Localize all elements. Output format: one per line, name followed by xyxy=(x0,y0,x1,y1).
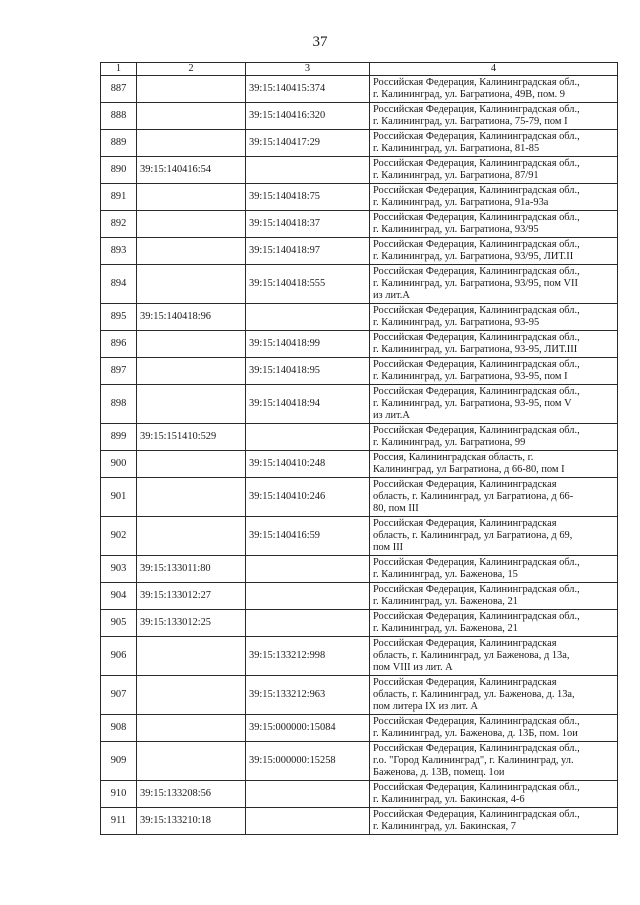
header-col-4: 4 xyxy=(370,63,618,76)
address-line: Российская Федерация, Калининградская обл., xyxy=(373,305,580,316)
table-row xyxy=(101,637,618,676)
row-number: 889 xyxy=(101,130,137,157)
row-number: 908 xyxy=(101,715,137,742)
building-cadastral-number: 39:15:140416:59 xyxy=(246,517,370,556)
table-row xyxy=(101,385,618,424)
address-line: Баженова, д. 13В, помещ. 1ои xyxy=(373,767,505,778)
row-number: 896 xyxy=(101,331,137,358)
address-line: 80, пом III xyxy=(373,503,419,514)
address-cell xyxy=(370,676,618,715)
building-cadastral-number xyxy=(246,808,370,835)
land-cadastral-number: 39:15:133012:25 xyxy=(137,610,246,637)
land-cadastral-number: 39:15:140418:96 xyxy=(137,304,246,331)
address-line: г. Калининград, ул. Багратиона, 87/91 xyxy=(373,170,539,181)
address-cell xyxy=(370,424,618,451)
table-header-row xyxy=(101,63,618,76)
address-line: Российская Федерация, Калининградская xyxy=(373,518,557,529)
row-number: 910 xyxy=(101,781,137,808)
building-cadastral-number: 39:15:140418:97 xyxy=(246,238,370,265)
address-line: из лит.А xyxy=(373,290,410,301)
address-cell xyxy=(370,331,618,358)
land-cadastral-number: 39:15:140416:54 xyxy=(137,157,246,184)
address-line: г. Калининград, ул. Баженова, д. 13Б, пом. 1ои xyxy=(373,728,578,739)
address-cell xyxy=(370,184,618,211)
address-line: г. Калининград, ул. Бакинская, 7 xyxy=(373,821,516,832)
table-row xyxy=(101,451,618,478)
table-row xyxy=(101,781,618,808)
row-number: 901 xyxy=(101,478,137,517)
address-line: г. Калининград, ул. Багратиона, 93-95, пом V xyxy=(373,398,572,409)
row-number: 891 xyxy=(101,184,137,211)
address-cell xyxy=(370,637,618,676)
address-line: Калининград, ул Багратиона, д 66-80, пом I xyxy=(373,464,565,475)
address-line: Российская Федерация, Калининградская обл., xyxy=(373,158,580,169)
row-number: 900 xyxy=(101,451,137,478)
address-line: Российская Федерация, Калининградская xyxy=(373,638,557,649)
land-cadastral-number xyxy=(137,184,246,211)
address-line: г. Калининград, ул. Багратиона, 93-95, ЛИТ.III xyxy=(373,344,578,355)
address-line: г. Калининград, ул. Бакинская, 4-6 xyxy=(373,794,525,805)
building-cadastral-number: 39:15:140410:248 xyxy=(246,451,370,478)
address-cell xyxy=(370,808,618,835)
table-row xyxy=(101,610,618,637)
land-cadastral-number xyxy=(137,742,246,781)
land-cadastral-number: 39:15:133208:56 xyxy=(137,781,246,808)
land-cadastral-number: 39:15:151410:529 xyxy=(137,424,246,451)
table-row xyxy=(101,556,618,583)
address-line: г. Калининград, ул. Багратиона, 93-95, пом I xyxy=(373,371,568,382)
address-line: Российская Федерация, Калининградская обл., xyxy=(373,782,580,793)
register-table xyxy=(100,62,618,835)
row-number: 907 xyxy=(101,676,137,715)
address-cell xyxy=(370,715,618,742)
land-cadastral-number xyxy=(137,331,246,358)
building-cadastral-number: 39:15:133212:963 xyxy=(246,676,370,715)
building-cadastral-number: 39:15:140415:374 xyxy=(246,76,370,103)
row-number: 903 xyxy=(101,556,137,583)
address-line: Российская Федерация, Калининградская обл., xyxy=(373,809,580,820)
address-line: Российская Федерация, Калининградская обл., xyxy=(373,332,580,343)
land-cadastral-number xyxy=(137,478,246,517)
table-row xyxy=(101,265,618,304)
address-line: область, г. Калининград, ул Багратиона, д 66- xyxy=(373,491,574,502)
address-cell xyxy=(370,211,618,238)
address-cell xyxy=(370,76,618,103)
address-cell xyxy=(370,610,618,637)
address-line: г. Калининград, ул. Багратиона, 93/95, ЛИТ.II xyxy=(373,251,574,262)
table-row xyxy=(101,478,618,517)
address-line: Российская Федерация, Калининградская обл., xyxy=(373,716,580,727)
land-cadastral-number xyxy=(137,76,246,103)
address-line: Российская Федерация, Калининградская обл., xyxy=(373,239,580,250)
land-cadastral-number: 39:15:133011:80 xyxy=(137,556,246,583)
table-row xyxy=(101,742,618,781)
address-cell xyxy=(370,517,618,556)
land-cadastral-number xyxy=(137,358,246,385)
row-number: 905 xyxy=(101,610,137,637)
table-row xyxy=(101,238,618,265)
address-line: Российская Федерация, Калининградская обл., xyxy=(373,185,580,196)
address-cell xyxy=(370,478,618,517)
row-number: 902 xyxy=(101,517,137,556)
row-number: 909 xyxy=(101,742,137,781)
row-number: 899 xyxy=(101,424,137,451)
table-row xyxy=(101,157,618,184)
land-cadastral-number: 39:15:133210:18 xyxy=(137,808,246,835)
address-line: Российская Федерация, Калининградская обл., xyxy=(373,584,580,595)
building-cadastral-number xyxy=(246,781,370,808)
row-number: 897 xyxy=(101,358,137,385)
page-number: 37 xyxy=(312,34,328,50)
address-cell xyxy=(370,103,618,130)
address-cell xyxy=(370,304,618,331)
address-line: пом III xyxy=(373,542,404,553)
building-cadastral-number: 39:15:140418:99 xyxy=(246,331,370,358)
address-line: Российская Федерация, Калининградская обл., xyxy=(373,104,580,115)
table-row xyxy=(101,715,618,742)
address-cell xyxy=(370,358,618,385)
building-cadastral-number: 39:15:140417:29 xyxy=(246,130,370,157)
table-row xyxy=(101,103,618,130)
address-line: Российская Федерация, Калининградская обл., xyxy=(373,77,580,88)
building-cadastral-number: 39:15:133212:998 xyxy=(246,637,370,676)
land-cadastral-number xyxy=(137,385,246,424)
row-number: 904 xyxy=(101,583,137,610)
land-cadastral-number: 39:15:133012:27 xyxy=(137,583,246,610)
building-cadastral-number xyxy=(246,157,370,184)
land-cadastral-number xyxy=(137,238,246,265)
address-line: Россия, Калининградская область, г. xyxy=(373,452,534,463)
address-cell xyxy=(370,781,618,808)
building-cadastral-number xyxy=(246,304,370,331)
table-row xyxy=(101,808,618,835)
register-table-body xyxy=(101,63,618,835)
address-cell xyxy=(370,265,618,304)
row-number: 888 xyxy=(101,103,137,130)
address-line: пом литера IX из лит. А xyxy=(373,701,479,712)
header-col-2: 2 xyxy=(137,63,246,76)
address-line: г. Калининград, ул. Баженова, 15 xyxy=(373,569,518,580)
address-cell xyxy=(370,451,618,478)
address-line: Российская Федерация, Калининградская обл., xyxy=(373,425,580,436)
row-number: 893 xyxy=(101,238,137,265)
address-line: Российская Федерация, Калининградская обл., xyxy=(373,611,580,622)
land-cadastral-number xyxy=(137,211,246,238)
row-number: 887 xyxy=(101,76,137,103)
table-row xyxy=(101,184,618,211)
address-cell xyxy=(370,238,618,265)
building-cadastral-number: 39:15:140418:37 xyxy=(246,211,370,238)
address-line: г. Калининград, ул. Багратиона, 75-79, пом I xyxy=(373,116,568,127)
building-cadastral-number: 39:15:000000:15258 xyxy=(246,742,370,781)
land-cadastral-number xyxy=(137,676,246,715)
table-row xyxy=(101,211,618,238)
address-line: Российская Федерация, Калининградская обл., xyxy=(373,557,580,568)
address-line: область, г. Калининград, ул Баженова, д 13а, xyxy=(373,650,570,661)
header-col-1: 1 xyxy=(101,63,137,76)
address-cell xyxy=(370,583,618,610)
land-cadastral-number xyxy=(137,130,246,157)
table-row xyxy=(101,358,618,385)
row-number: 890 xyxy=(101,157,137,184)
address-line: г. Калининград, ул. Багратиона, 93/95, пом VII xyxy=(373,278,578,289)
row-number: 898 xyxy=(101,385,137,424)
building-cadastral-number: 39:15:140416:320 xyxy=(246,103,370,130)
building-cadastral-number xyxy=(246,610,370,637)
address-line: г. Калининград, ул. Багратиона, 49В, пом. 9 xyxy=(373,89,565,100)
land-cadastral-number xyxy=(137,451,246,478)
address-cell xyxy=(370,130,618,157)
address-line: Российская Федерация, Калининградская обл., xyxy=(373,359,580,370)
land-cadastral-number xyxy=(137,637,246,676)
table-row xyxy=(101,331,618,358)
row-number: 894 xyxy=(101,265,137,304)
building-cadastral-number: 39:15:140418:555 xyxy=(246,265,370,304)
address-line: г. Калининград, ул. Багратиона, 93/95 xyxy=(373,224,539,235)
address-cell xyxy=(370,385,618,424)
building-cadastral-number: 39:15:140418:75 xyxy=(246,184,370,211)
address-line: Российская Федерация, Калининградская обл., xyxy=(373,131,580,142)
land-cadastral-number xyxy=(137,715,246,742)
table-row xyxy=(101,76,618,103)
address-line: Российская Федерация, Калининградская xyxy=(373,479,557,490)
address-line: г. Калининград, ул. Багратиона, 81-85 xyxy=(373,143,540,154)
address-line: область, г. Калининград, ул Багратиона, д 69, xyxy=(373,530,573,541)
address-line: Российская Федерация, Калининградская обл., xyxy=(373,386,580,397)
address-line: Российская Федерация, Калининградская обл., xyxy=(373,266,580,277)
building-cadastral-number: 39:15:140418:95 xyxy=(246,358,370,385)
building-cadastral-number: 39:15:000000:15084 xyxy=(246,715,370,742)
table-row xyxy=(101,304,618,331)
address-line: область, г. Калининград, ул. Баженова, д. 13а, xyxy=(373,689,575,700)
building-cadastral-number: 39:15:140418:94 xyxy=(246,385,370,424)
building-cadastral-number: 39:15:140410:246 xyxy=(246,478,370,517)
building-cadastral-number xyxy=(246,583,370,610)
address-line: из лит.А xyxy=(373,410,410,421)
address-cell xyxy=(370,157,618,184)
land-cadastral-number xyxy=(137,103,246,130)
land-cadastral-number xyxy=(137,265,246,304)
row-number: 895 xyxy=(101,304,137,331)
address-cell xyxy=(370,742,618,781)
address-line: г. Калининград, ул. Багратиона, 91а-93а xyxy=(373,197,549,208)
table-row xyxy=(101,130,618,157)
address-line: Российская Федерация, Калининградская обл., xyxy=(373,212,580,223)
address-line: г. Калининград, ул. Баженова, 21 xyxy=(373,596,518,607)
address-line: Российская Федерация, Калининградская обл., xyxy=(373,743,580,754)
address-line: г.о. "Город Калининград", г. Калининград, ул. xyxy=(373,755,574,766)
row-number: 892 xyxy=(101,211,137,238)
table-row xyxy=(101,517,618,556)
address-cell xyxy=(370,556,618,583)
table-row xyxy=(101,583,618,610)
address-line: г. Калининград, ул. Багратиона, 99 xyxy=(373,437,526,448)
row-number: 906 xyxy=(101,637,137,676)
address-line: г. Калининград, ул. Багратиона, 93-95 xyxy=(373,317,540,328)
table-row xyxy=(101,676,618,715)
row-number: 911 xyxy=(101,808,137,835)
building-cadastral-number xyxy=(246,424,370,451)
header-col-3: 3 xyxy=(246,63,370,76)
address-line: г. Калининград, ул. Баженова, 21 xyxy=(373,623,518,634)
address-line: пом VIII из лит. А xyxy=(373,662,453,673)
land-cadastral-number xyxy=(137,517,246,556)
address-line: Российская Федерация, Калининградская xyxy=(373,677,557,688)
building-cadastral-number xyxy=(246,556,370,583)
table-row xyxy=(101,424,618,451)
